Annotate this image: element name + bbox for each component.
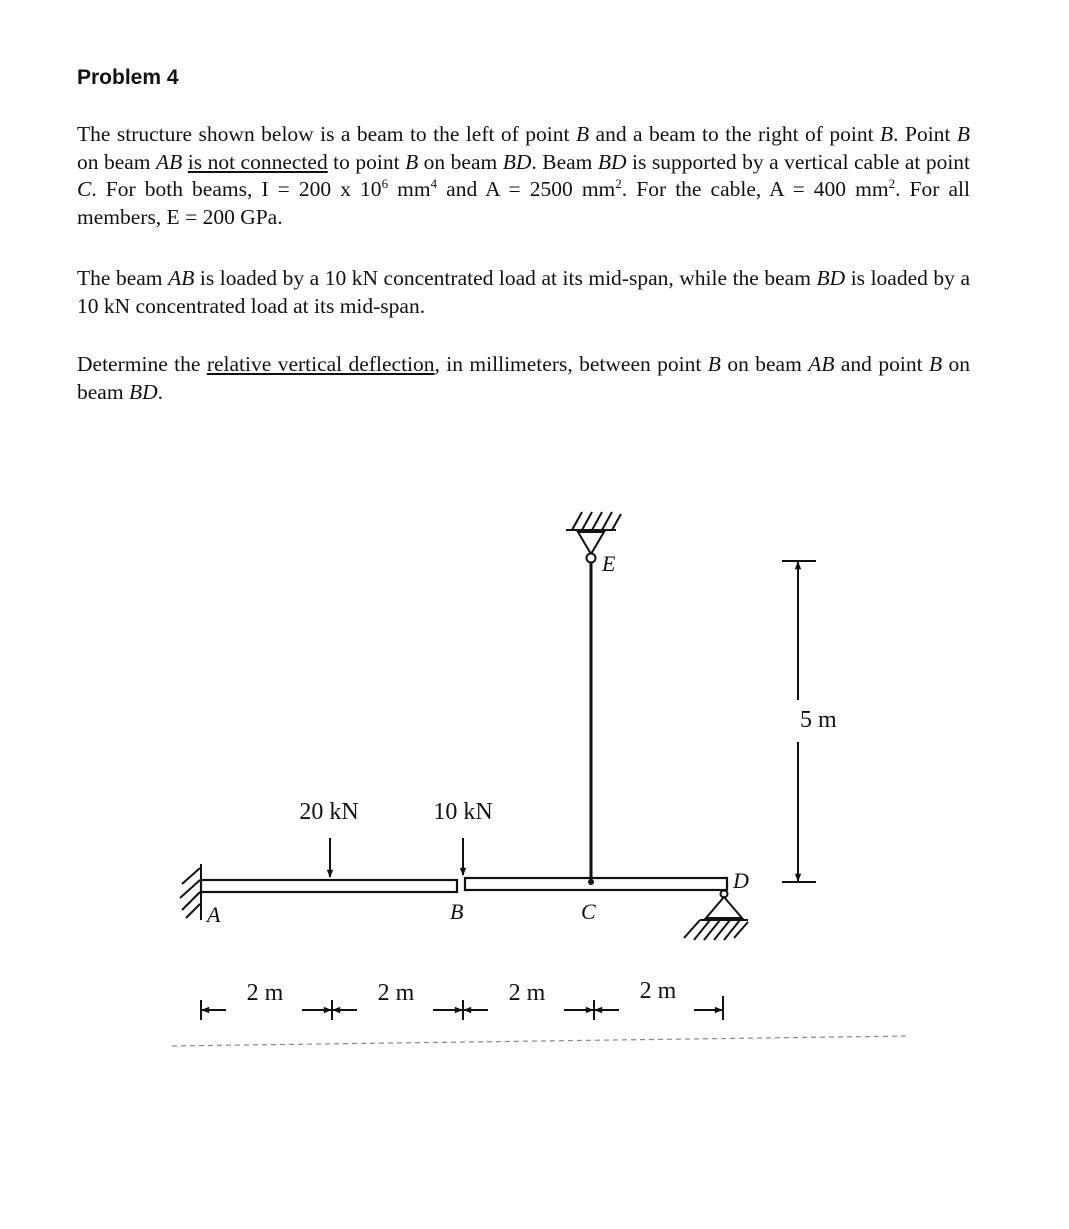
exponent: 6	[381, 175, 389, 191]
text-run: The beam	[77, 266, 169, 290]
text-run: . Point	[893, 122, 957, 146]
point-label-a: A	[207, 902, 221, 927]
problem-title: Problem 4	[77, 66, 179, 89]
load-label-right: 10 kN	[433, 799, 493, 825]
point-label-d: D	[733, 868, 749, 893]
text-run: and a beam to the right of point	[589, 122, 881, 146]
span-label: 2 m	[246, 980, 284, 1006]
text-run: on beam	[418, 149, 503, 174]
text-run: . Beam	[531, 149, 598, 174]
underlined-not-connected: is not connected	[187, 149, 328, 174]
text-run: and point	[834, 352, 929, 376]
point-label-b: B	[880, 122, 894, 146]
point-label-b: B	[450, 899, 464, 924]
point-label-e: E	[602, 551, 616, 576]
exponent: 4	[430, 175, 438, 191]
text-run: is loaded by a 10 kN concentrated load at its mid-span.	[77, 266, 970, 318]
text-run: , in millimeters, between point	[434, 352, 708, 376]
text-run: and A = 2500 mm	[437, 177, 616, 201]
point-label-b: B	[928, 352, 943, 376]
beam-ab	[201, 880, 457, 892]
text-run: Determine the	[77, 352, 207, 376]
text-run: mm	[388, 177, 431, 201]
span-label: 2 m	[508, 980, 546, 1006]
cable-ce	[588, 560, 594, 885]
cable-length-label: 5 m	[800, 707, 837, 733]
point-label-c: C	[77, 177, 92, 201]
text-run: . For all members, E = 200 GPa.	[77, 177, 970, 229]
text-run: on beam	[77, 352, 970, 404]
exponent: 2	[888, 175, 896, 191]
text-run: on beam	[77, 149, 157, 174]
text-run: to point	[327, 149, 406, 174]
beam-bd	[465, 878, 727, 890]
beam-label-bd: BD	[597, 149, 627, 174]
text-run: on beam	[720, 352, 809, 376]
span-label: 2 m	[377, 980, 415, 1006]
fixed-support-a	[180, 864, 201, 920]
text-run: The structure shown below is a beam to the left of point	[77, 122, 576, 146]
point-label-b: B	[956, 122, 970, 146]
beam-label-ab: AB	[168, 266, 195, 290]
text-run: .	[157, 379, 163, 404]
text-run: . For both beams, I = 200 x 10	[91, 177, 382, 201]
text-run: is loaded by a 10 kN concentrated load at its mid-span, while the beam	[194, 266, 817, 290]
exponent: 2	[615, 175, 622, 191]
span-label: 2 m	[639, 978, 677, 1004]
underlined-relative-vertical-deflection: relative vertical deflection	[206, 352, 435, 376]
text-run: is supported by a vertical cable at point	[626, 149, 971, 174]
beam-label-ab: AB	[156, 149, 183, 174]
beam-label-bd: BD	[502, 149, 532, 174]
pin-support-d	[684, 891, 748, 941]
text-run: . For the cable, A = 400 mm	[621, 177, 889, 201]
beam-label-bd: BD	[816, 266, 846, 290]
point-label-c: C	[581, 899, 596, 924]
dashed-rule	[172, 1036, 910, 1046]
beam-label-bd: BD	[128, 379, 158, 404]
point-label-b: B	[575, 122, 590, 146]
beam-label-ab: AB	[808, 352, 835, 376]
point-label-b: B	[707, 352, 721, 376]
load-label-left: 20 kN	[299, 799, 359, 825]
point-label-b: B	[405, 149, 419, 174]
